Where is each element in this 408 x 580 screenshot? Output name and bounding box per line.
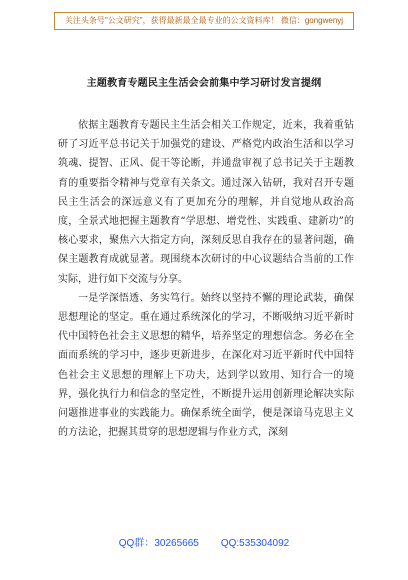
- body-paragraph: 依据主题教育专题民主生活会相关工作规定，近来，我着重钻研了习近平总书记关于加强党的建设、严格党内政治生活和以学习筑魂、提智、正风、促干等论断，并通盘审视了总书记关于主题教育的重要指令精神与党章有关条文。通过深入钻研，我对召开专题民主生活会的深远意义有了更加充分的理解，并自觉地从政治高度，全景式地把握主题教育“学思想、增党性、实践重、建新功”的核心要求，聚焦六大指定方向，深刻反思自我存在的显著问题，确保主题教育成就显著。现围绕本次研讨的中心议题结合当前的工作实际，进行如下交流与分享。: [58, 120, 354, 285]
- footer-contact: [0, 534, 408, 549]
- document-body: [58, 116, 354, 442]
- document-title: 主题教育专题民主生活会会前集中学习研讨发言提纲: [86, 78, 322, 89]
- body-paragraph: 一是学深悟透、务实笃行。始终以坚持不懈的理论武装，确保思想理论的坚定。重在通过系统深化的学习，不断吸纳习近平新时代中国特色社会主义思想的精华，培养坚定的理想信念。务必在全面而系统的学习中，逐步更新进步，在深化对习近平新时代中国特色社会主义思想的理解上下功夫，达到学以致用、知行合一的境界，强化执行力和信念的坚定性，不断提升运用创新理论解决实际问题推进事业的实践能力。确保系统全面学，便是深谙马克思主义的方法论，把握其贯穿的思想逻辑与作业方式，深刻: [58, 292, 354, 439]
- qq-group-text: QQ群：30265665: [118, 538, 199, 549]
- qq-number-text: QQ:535304092: [220, 538, 290, 549]
- header-banner: 关注头条号"公文研究"，获得最新最全最专业的公文资料库！ 微信：gongwenyj: [54, 12, 354, 30]
